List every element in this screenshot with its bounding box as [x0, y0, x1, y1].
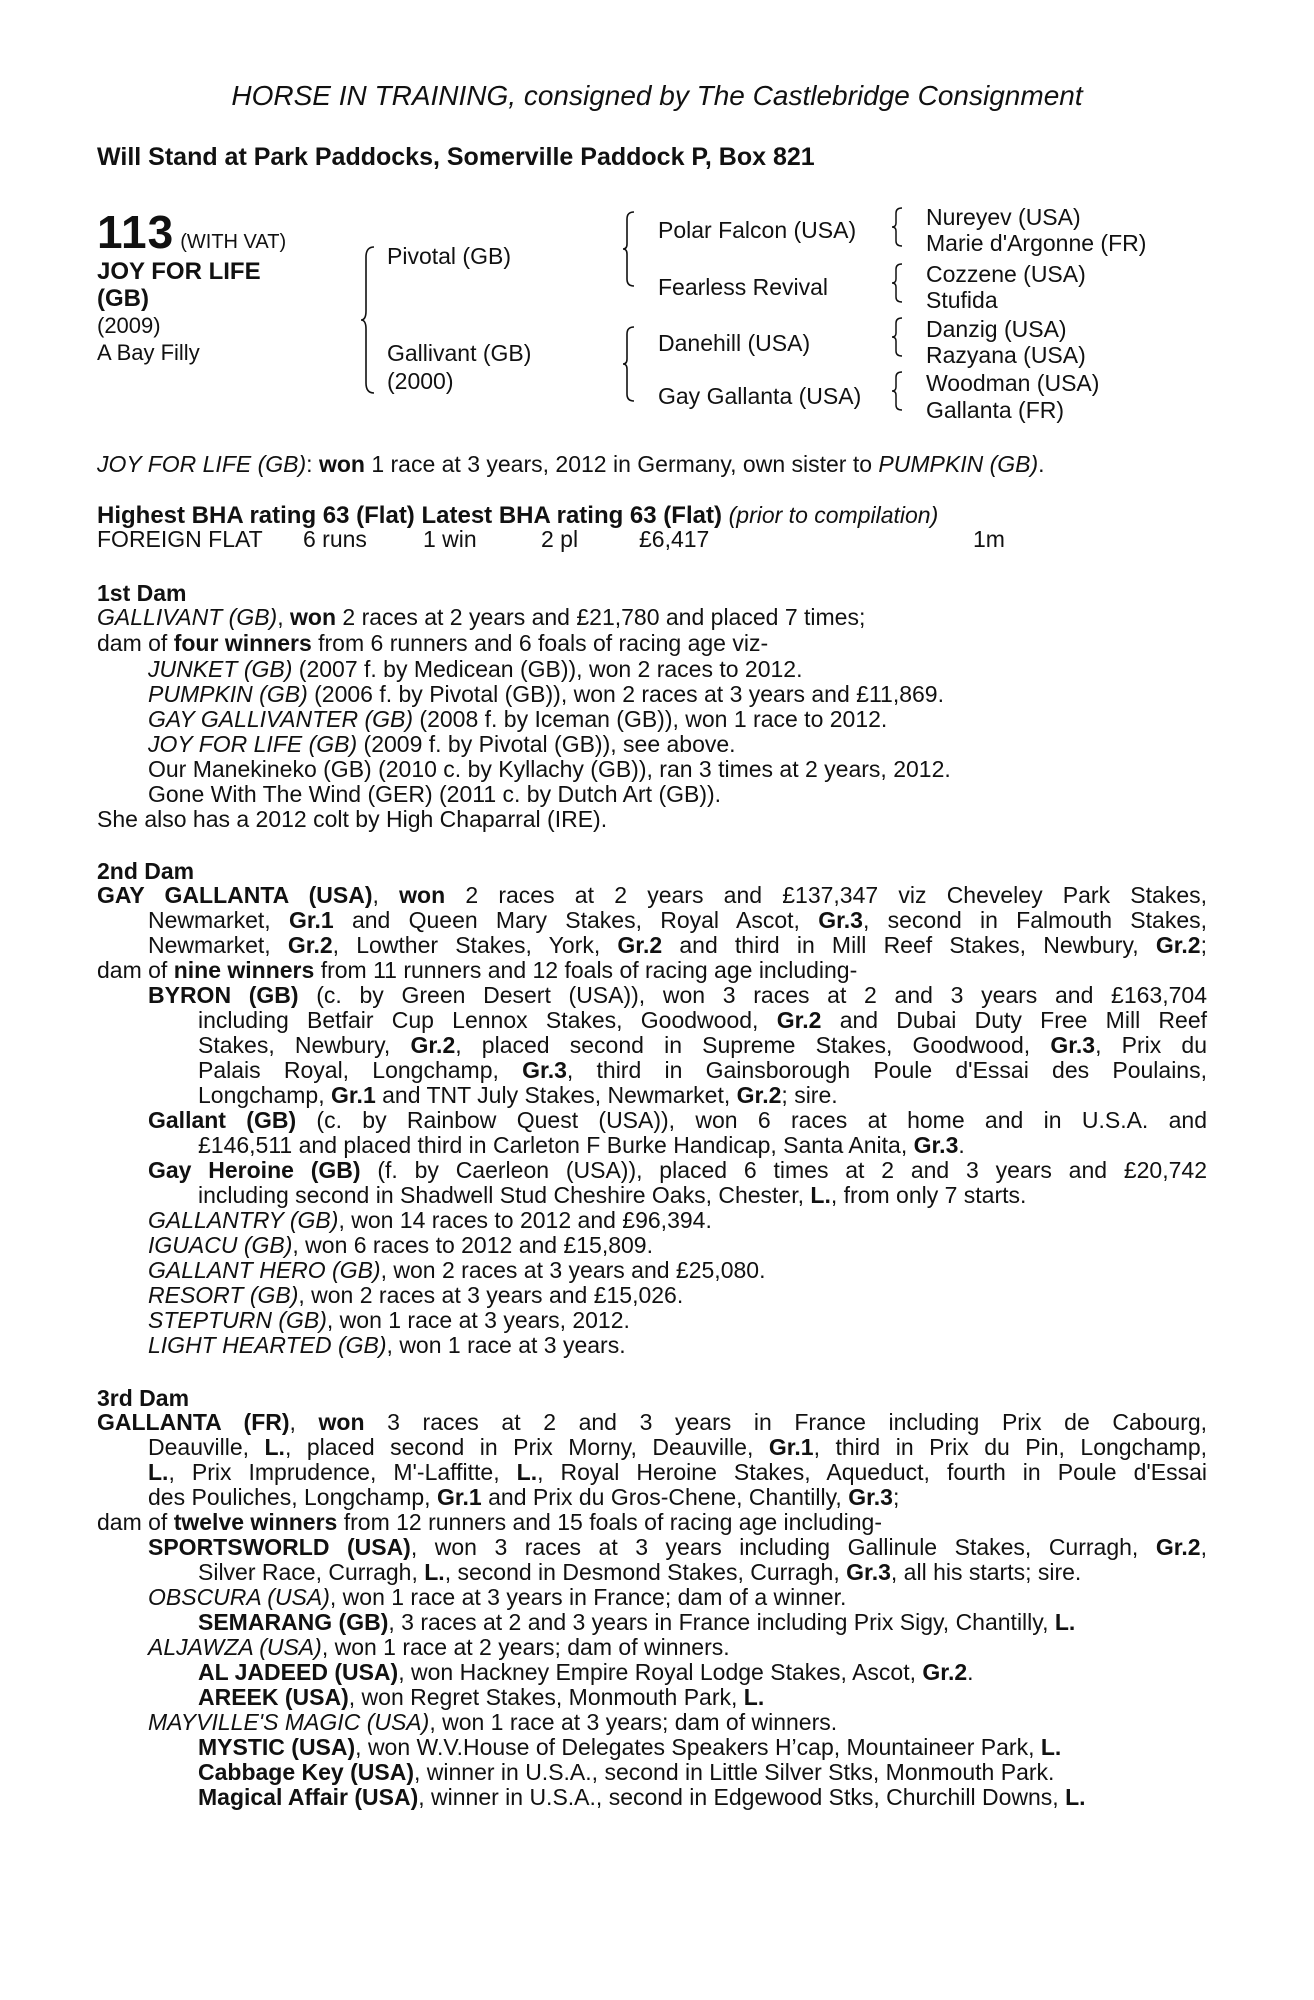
bha-rating — [97, 502, 938, 529]
text-segment: AL JADEED (USA) — [198, 1659, 399, 1685]
text-segment: (prior to compilation) — [728, 502, 939, 528]
lot-number-block — [97, 205, 286, 259]
text-segment: Gr.3 — [522, 1057, 567, 1083]
produce-item-mystic — [198, 1735, 1061, 1760]
text-segment: JOY FOR LIFE (GB) — [148, 731, 358, 757]
dam-line-brace — [622, 325, 638, 403]
text-segment: , won 1 race at 3 years. — [386, 1332, 626, 1358]
text-segment: , won 1 race at 2 years; dam of winners. — [321, 1634, 730, 1660]
produce-item-gallant — [148, 1108, 1207, 1133]
text-segment: , won 3 races at 3 years including Gallinule Stakes, Curragh, — [410, 1534, 1156, 1560]
horse-name-line1: JOY FOR LIFE — [97, 258, 261, 285]
produce-item — [148, 1258, 765, 1283]
text-segment: Gr.2 — [1155, 932, 1201, 958]
second-dam-heading: 2nd Dam — [97, 858, 195, 884]
produce-item: Our Manekineko (GB) (2010 c. by Kyllachy (GB)), ran 3 times at 2 years, 2012. — [148, 756, 951, 782]
text-segment: 2 races at 2 years and £21,780 and placed 7 times; — [336, 604, 866, 630]
text-segment: Palais Royal, Longchamp, — [198, 1057, 523, 1083]
text-segment: (2007 f. by Medicean (GB)), won 2 races to 2012. — [292, 656, 803, 682]
text-segment: Newmarket, — [148, 907, 289, 933]
produce-item — [148, 707, 887, 732]
text-segment: Stakes, Newbury, — [198, 1032, 411, 1058]
pedigree-dam-sire: Danehill (USA) — [658, 330, 811, 356]
text-segment: and Dubai Duty Free Mill Reef — [821, 1007, 1207, 1033]
text-segment: L. — [1054, 1609, 1076, 1635]
produce-item-cabbage-key — [198, 1760, 1054, 1785]
horse-name-line2: (GB) — [97, 285, 149, 312]
text-segment: , third in Gainsborough Poule d'Essai des Poulains, — [566, 1057, 1207, 1083]
text-segment: , won 1 race at 3 years, 2012. — [326, 1307, 630, 1333]
sire-dam-brace — [360, 245, 380, 395]
record-wins: 1 win — [423, 526, 477, 552]
text-segment: JUNKET (GB) — [148, 656, 293, 682]
text-segment: Silver Race, Curragh, — [198, 1559, 425, 1585]
text-segment: BYRON (GB) — [148, 982, 299, 1008]
text-segment: from 6 runners and 6 foals of racing age viz- — [311, 630, 769, 656]
text-segment: 3 races at 2 and 3 years in France including Prix de Cabourg, — [364, 1409, 1207, 1435]
produce-item — [148, 682, 944, 707]
text-segment: (2008 f. by Iceman (GB)), won 1 race to 2012. — [413, 706, 888, 732]
text-segment: from 12 runners and 15 foals of racing age including- — [337, 1509, 882, 1535]
vat-label: (WITH VAT) — [180, 231, 287, 253]
text-segment: L. — [264, 1434, 285, 1460]
text-segment: , placed second in Prix Morny, Deauville, — [284, 1434, 769, 1460]
page-header: HORSE IN TRAINING, consigned by The Castlebridge Consignment — [231, 80, 1083, 111]
text-segment: IGUACU (GB) — [148, 1232, 293, 1258]
text-segment: , won Regret Stakes, Monmouth Park, — [348, 1684, 744, 1710]
pedigree-g7: Woodman (USA) — [926, 370, 1100, 396]
produce-item-sportsworld-detail — [198, 1560, 1081, 1585]
text-segment: won — [399, 882, 446, 908]
record-prize: £6,417 — [639, 526, 710, 552]
produce-item-aljawza — [148, 1635, 730, 1660]
text-segment: L. — [743, 1684, 765, 1710]
brace-g4 — [891, 370, 905, 412]
text-segment: Gr.3 — [913, 1132, 959, 1158]
text-segment: Deauville, — [148, 1434, 265, 1460]
text-segment: and TNT July Stakes, Newmarket, — [375, 1082, 737, 1108]
text-segment: , won 6 races to 2012 and £15,809. — [292, 1232, 653, 1258]
record-placed: 2 pl — [541, 526, 579, 552]
text-segment: , won 14 races to 2012 and £96,394. — [338, 1207, 712, 1233]
text-segment: Gr.2 — [617, 932, 663, 958]
pedigree-dam: Gallivant (GB) — [387, 340, 532, 366]
produce-item — [148, 1283, 683, 1308]
pedigree-g8: Gallanta (FR) — [926, 397, 1065, 423]
text-segment: PUMPKIN (GB) — [878, 451, 1039, 477]
text-segment: dam of — [97, 630, 174, 656]
third-dam-line — [148, 1435, 1207, 1460]
second-dam-line: GAY GALLANTA (USA), won 2 races at 2 years and £137,347 viz Cheveley Park Stakes, — [97, 882, 1208, 908]
produce-item — [148, 657, 802, 682]
text-segment: des Pouliches, Longchamp, — [148, 1484, 437, 1510]
text-segment: GALLIVANT (GB) — [97, 604, 278, 630]
produce-item-obscura — [148, 1585, 846, 1610]
text-segment: PUMPKIN (GB) — [148, 681, 308, 707]
text-segment: (2006 f. by Pivotal (GB)), won 2 races at 3 years and £11,869. — [307, 681, 944, 707]
text-segment: dam of — [97, 957, 174, 983]
second-dam-produce-summary — [97, 958, 857, 983]
text-segment: Gr.1 — [288, 907, 334, 933]
produce-item-byron-detail — [198, 1033, 1207, 1058]
third-dam-line: GALLANTA (FR), won 3 races at 2 and 3 years in France including Prix de Cabourg, — [97, 1409, 1207, 1435]
produce-item-magical-affair — [198, 1785, 1086, 1810]
pedigree-sire-sire: Polar Falcon (USA) — [658, 217, 857, 243]
text-segment: Gr.2 — [410, 1032, 456, 1058]
produce-item — [148, 732, 736, 757]
text-segment: L. — [1065, 1784, 1086, 1810]
text-segment: ALJAWZA (USA) — [148, 1634, 322, 1660]
text-segment: , won 1 race at 3 years in France; dam of a winner. — [329, 1584, 847, 1610]
text-segment: MYSTIC (USA) — [198, 1734, 356, 1760]
text-segment: AREEK (USA) — [198, 1684, 349, 1710]
pedigree-dam-year: (2000) — [387, 368, 454, 394]
stand-location: Will Stand at Park Paddocks, Somerville Paddock P, Box 821 — [97, 143, 815, 171]
pedigree-g4: Stufida — [926, 287, 998, 313]
text-segment: Gr.3 — [848, 1484, 893, 1510]
text-segment: Gr.3 — [818, 907, 863, 933]
second-dam-line — [148, 908, 1207, 933]
record-distance: 1m — [973, 526, 1005, 552]
text-segment: . — [1038, 451, 1045, 477]
text-segment: , second in Desmond Stakes, Curragh, — [444, 1559, 847, 1585]
text-segment: . — [958, 1132, 965, 1158]
text-segment: Highest BHA rating 63 (Flat) Latest BHA rating 63 (Flat) — [97, 502, 722, 529]
text-segment: , third in Prix du Pin, Longchamp, — [813, 1434, 1207, 1460]
text-segment: Gr.3 — [846, 1559, 891, 1585]
produce-item — [148, 1208, 712, 1233]
text-segment: L. — [424, 1559, 445, 1585]
text-segment: STEPTURN (GB) — [148, 1307, 327, 1333]
text-segment: from 11 runners and 12 foals of racing age including- — [314, 957, 858, 983]
text-segment: (c. by Rainbow Quest (USA)), won 6 races at home and in U.S.A. and — [296, 1107, 1208, 1133]
text-segment: £146,511 and placed third in Carleton F Burke Handicap, Santa Anita, — [198, 1132, 914, 1158]
text-segment: won — [290, 604, 336, 630]
text-segment: GALLANTA (FR) — [97, 1409, 290, 1435]
produce-item — [148, 1233, 653, 1258]
produce-item-mayvilles-magic — [148, 1710, 837, 1735]
pedigree-g5: Danzig (USA) — [926, 316, 1067, 342]
text-segment: Gr.2 — [287, 932, 333, 958]
produce-item-gallant-detail — [198, 1133, 965, 1158]
text-segment: 2 races at 2 years and £137,347 viz Cheveley Park Stakes, — [445, 882, 1208, 908]
text-segment: and Prix du Gros-Chene, Chantilly, — [481, 1484, 849, 1510]
text-segment: Magical Affair (USA) — [198, 1784, 419, 1810]
text-segment: ; — [1200, 932, 1207, 958]
text-segment: Gr.1 — [330, 1082, 376, 1108]
text-segment: Gr.2 — [736, 1082, 782, 1108]
text-segment: and third in Mill Reef Stakes, Newbury, — [662, 932, 1156, 958]
text-segment: SPORTSWORLD (USA) — [148, 1534, 411, 1560]
text-segment: , 3 races at 2 and 3 years in France including Prix Sigy, Chantilly, — [388, 1609, 1055, 1635]
text-segment: , placed second in Supreme Stakes, Goodwood, — [455, 1032, 1051, 1058]
text-segment: Gr.1 — [436, 1484, 482, 1510]
text-segment: , Royal Heroine Stakes, Aqueduct, fourth in Poule d'Essai — [537, 1459, 1208, 1485]
pedigree-sire: Pivotal (GB) — [387, 243, 511, 269]
pedigree-sire-dam: Fearless Revival — [658, 274, 828, 300]
text-segment: Gr.3 — [1050, 1032, 1096, 1058]
text-segment: , won Hackney Empire Royal Lodge Stakes, Ascot, — [398, 1659, 923, 1685]
text-segment: , won 2 races at 3 years and £25,080. — [380, 1257, 766, 1283]
first-dam-heading: 1st Dam — [97, 580, 187, 606]
record-label: FOREIGN FLAT — [97, 526, 263, 552]
brace-g1 — [891, 206, 905, 248]
text-segment: , Prix Imprudence, M'-Laffitte, — [168, 1459, 517, 1485]
text-segment: L. — [516, 1459, 538, 1485]
text-segment: Gay Heroine (GB) — [148, 1157, 361, 1183]
second-dam-line — [148, 933, 1207, 958]
third-dam-line — [148, 1460, 1207, 1485]
race-summary: JOY FOR LIFE (GB): won 1 race at 3 years, 2012 in Germany, own sister to PUMPKIN (GB). — [97, 451, 1045, 477]
text-segment: dam of — [97, 1509, 174, 1535]
text-segment: (c. by Green Desert (USA)), won 3 races at 2 and 3 years and £163,704 — [298, 982, 1207, 1008]
produce-item-areek — [198, 1685, 764, 1710]
produce-item-gay-heroine — [148, 1158, 1207, 1183]
first-dam-note: She also has a 2012 colt by High Chaparral (IRE). — [97, 806, 608, 832]
race-record-row — [97, 527, 1117, 553]
third-dam-line — [148, 1485, 899, 1510]
produce-item-byron-detail — [198, 1083, 838, 1108]
text-segment: (f. by Caerleon (USA)), placed 6 times at 2 and 3 years and £20,742 — [360, 1157, 1207, 1183]
brace-g2 — [891, 262, 905, 304]
text-segment: , second in Falmouth Stakes, — [862, 907, 1207, 933]
text-segment: Gr.2 — [922, 1659, 968, 1685]
text-segment: GALLANT HERO (GB) — [148, 1257, 381, 1283]
lot-number: 113 — [97, 206, 175, 258]
third-dam-heading: 3rd Dam — [97, 1385, 190, 1411]
text-segment: LIGHT HEARTED (GB) — [148, 1332, 387, 1358]
text-segment: , all his starts; sire. — [890, 1559, 1082, 1585]
record-runs: 6 runs — [303, 526, 367, 552]
text-segment: GAY GALLIVANTER (GB) — [148, 706, 414, 732]
text-segment: (2009 f. by Pivotal (GB)), see above. — [357, 731, 736, 757]
text-segment: GALLANTRY (GB) — [148, 1207, 339, 1233]
text-segment: 1 race at 3 years, 2012 in Germany, own sister to — [364, 451, 879, 477]
first-dam-line: GALLIVANT (GB), won 2 races at 2 years and £21,780 and placed 7 times; — [97, 604, 866, 630]
pedigree-g3: Cozzene (USA) — [926, 261, 1086, 287]
text-segment: SEMARANG (GB) — [198, 1609, 389, 1635]
text-segment: , won 2 races at 3 years and £15,026. — [298, 1282, 684, 1308]
text-segment: won — [318, 1409, 365, 1435]
third-dam-produce-summary — [97, 1510, 882, 1535]
text-segment: L. — [1040, 1734, 1062, 1760]
sire-line-brace — [622, 210, 638, 288]
text-segment: , Lowther Stakes, York, — [332, 932, 618, 958]
foaling-year: (2009) — [97, 313, 161, 338]
pedigree-g1: Nureyev (USA) — [926, 204, 1081, 230]
text-segment: JOY FOR LIFE (GB) — [97, 451, 307, 477]
text-segment: L. — [148, 1459, 169, 1485]
text-segment: , winner in U.S.A., second in Little Silver Stks, Monmouth Park. — [413, 1759, 1055, 1785]
text-segment: including Betfair Cup Lennox Stakes, Goodwood, — [198, 1007, 777, 1033]
produce-item — [148, 1308, 630, 1333]
text-segment: nine winners — [173, 957, 315, 983]
text-segment: Longchamp, — [198, 1082, 331, 1108]
text-segment: GAY GALLANTA (USA) — [97, 882, 373, 908]
text-segment: Gr.2 — [776, 1007, 822, 1033]
produce-item-byron-detail — [198, 1008, 1207, 1033]
text-segment: Gallant (GB) — [148, 1107, 297, 1133]
produce-item-al-jadeed — [198, 1660, 974, 1685]
brace-g3 — [891, 316, 905, 358]
horse-description: A Bay Filly — [97, 340, 200, 365]
produce-item: Gone With The Wind (GER) (2011 c. by Dutch Art (GB)). — [148, 781, 722, 807]
produce-item-semarang — [198, 1610, 1075, 1635]
text-segment: , won W.V.House of Delegates Speakers H’cap, Mountaineer Park, — [355, 1734, 1041, 1760]
text-segment: including second in Shadwell Stud Cheshire Oaks, Chester, — [198, 1182, 811, 1208]
text-segment: RESORT (GB) — [148, 1282, 299, 1308]
text-segment: L. — [810, 1182, 831, 1208]
text-segment: , won 1 race at 3 years; dam of winners. — [429, 1709, 838, 1735]
produce-item — [148, 1333, 626, 1358]
text-segment: Gr.2 — [1155, 1534, 1201, 1560]
text-segment: , from only 7 starts. — [830, 1182, 1027, 1208]
text-segment: and Queen Mary Stakes, Royal Ascot, — [333, 907, 819, 933]
text-segment: OBSCURA (USA) — [148, 1584, 330, 1610]
pedigree-g2: Marie d'Argonne (FR) — [926, 230, 1147, 256]
text-segment: ; — [892, 1484, 900, 1510]
text-segment: MAYVILLE'S MAGIC (USA) — [148, 1709, 430, 1735]
text-segment: . — [967, 1659, 974, 1685]
produce-item-gay-heroine-detail — [198, 1183, 1026, 1208]
produce-item-sportsworld — [148, 1535, 1207, 1560]
text-segment: four winners — [173, 630, 312, 656]
text-segment: Gr.1 — [768, 1434, 814, 1460]
text-segment: ; sire. — [781, 1082, 838, 1108]
text-segment: , — [1200, 1534, 1207, 1560]
text-segment: , winner in U.S.A., second in Edgewood Stks, Churchill Downs, — [418, 1784, 1066, 1810]
first-dam-produce-summary — [97, 631, 768, 656]
text-segment: Cabbage Key (USA) — [198, 1759, 414, 1785]
text-segment: Newmarket, — [148, 932, 288, 958]
produce-item-byron — [148, 983, 1207, 1008]
pedigree-g6: Razyana (USA) — [926, 342, 1086, 368]
text-segment: won — [318, 451, 365, 477]
pedigree-dam-dam: Gay Gallanta (USA) — [658, 383, 862, 409]
produce-item-byron-detail — [198, 1058, 1207, 1083]
text-segment: twelve winners — [173, 1509, 338, 1535]
text-segment: , Prix du — [1095, 1032, 1207, 1058]
